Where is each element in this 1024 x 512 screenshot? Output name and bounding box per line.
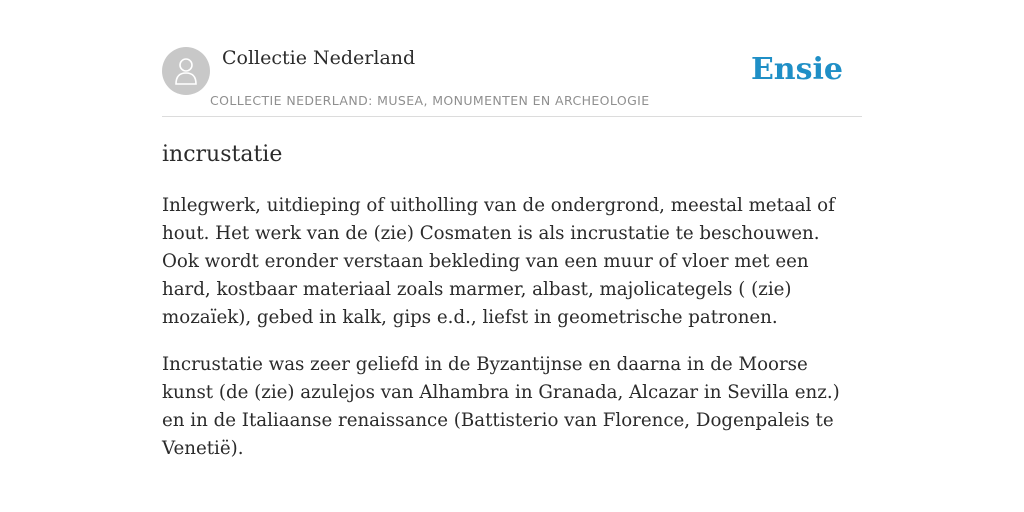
user-icon	[174, 57, 198, 85]
brand-logo[interactable]: Ensie	[750, 52, 843, 87]
author-subtitle: COLLECTIE NEDERLAND: MUSEA, MONUMENTEN EN ARCHEOLOGIE	[210, 93, 650, 108]
entry-content	[162, 192, 862, 482]
entry-paragraph: Incrustatie was zeer geliefd in de Byzantijnse en daarna in de Moorse kunst (de (zie) azulejos van Alhambra in Granada, Alcazar in Sevilla enz.) en in de Italiaanse renaissance (Battisterio van Florence, Dogenpaleis te Venetië).	[162, 354, 840, 459]
avatar[interactable]	[162, 47, 210, 95]
entry-term: incrustatie	[162, 142, 283, 167]
author-name[interactable]: Collectie Nederland	[222, 47, 416, 69]
page-header	[162, 46, 862, 117]
entry-paragraph: Inlegwerk, uitdieping of uitholling van de ondergrond, meestal metaal of hout. Het werk van de (zie) Cosmaten is als incrustatie te beschouwen. Ook wordt eronder verstaan bekleding van een muur of vloer met een hard, kostbaar materiaal zoals marmer, albast, majolicategels ( (zie) mozaïek), gebed in kalk, gips e.d., liefst in geometrische patronen.	[162, 195, 835, 328]
